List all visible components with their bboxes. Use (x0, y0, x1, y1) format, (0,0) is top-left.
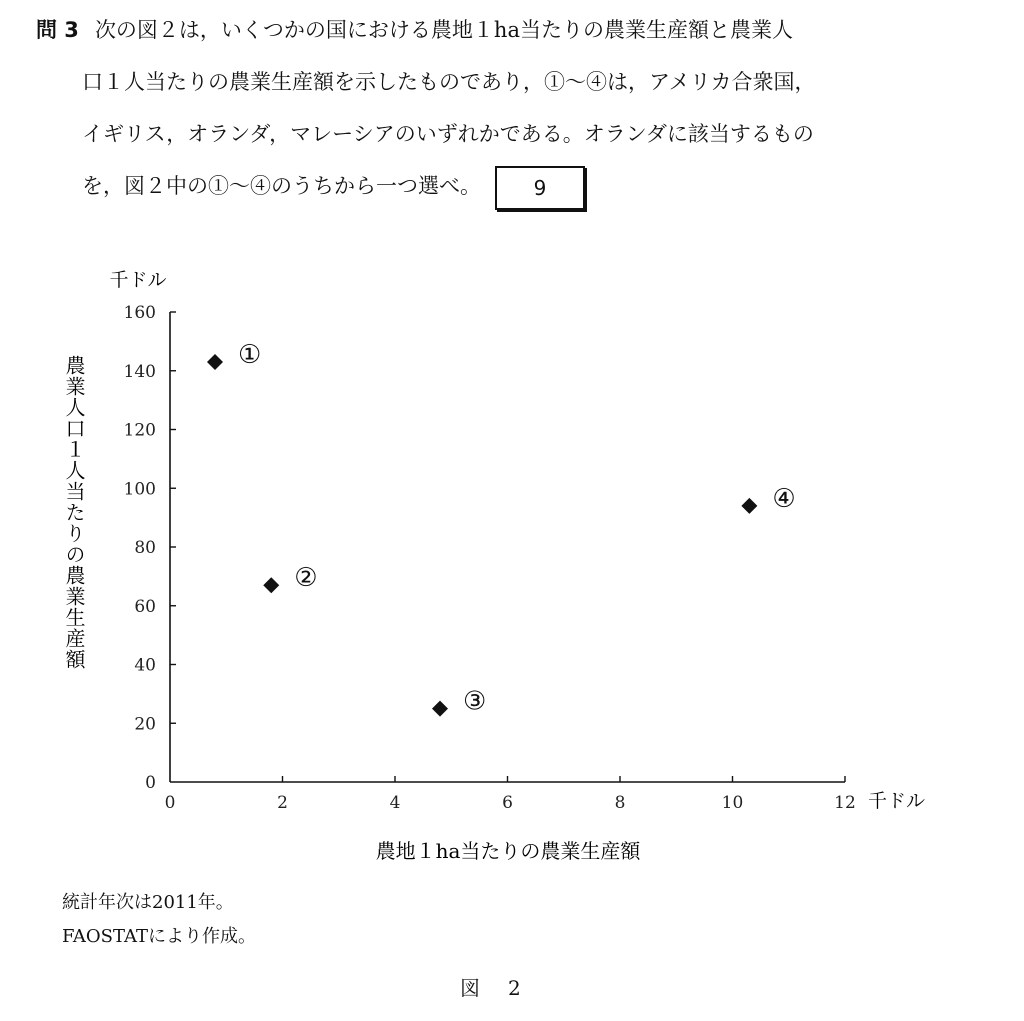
y-tick-label: 60 (134, 596, 156, 617)
chart-axes (170, 312, 845, 782)
y-tick-label: 160 (123, 303, 156, 323)
y-tick-label: 100 (123, 479, 156, 500)
y-tick-label: 80 (134, 538, 156, 558)
x-tick-label: 0 (164, 793, 176, 813)
y-tick-label: 0 (145, 773, 156, 793)
x-tick-label: 12 (834, 793, 856, 813)
x-axis-label: 農地１ha当たりの農業生産額 (375, 839, 641, 863)
question-line-2: 口１人当たりの農業生産額を示したものであり，①～④は，アメリカ合衆国， (82, 70, 816, 94)
point-label-2: ② (294, 563, 318, 594)
question-line-4: を，図２中の①～④のうちから一つ選べ。 9 (36, 160, 1006, 212)
data-point-3 (432, 701, 448, 717)
x-tick-label: 10 (721, 793, 744, 813)
question-label: 問 3 (36, 18, 79, 42)
data-point-1 (207, 354, 223, 370)
point-label-4: ④ (772, 483, 796, 514)
y-tick-label: 140 (123, 361, 156, 382)
answer-box: 9 (495, 166, 585, 210)
chart-notes (62, 886, 256, 954)
x-tick-label: 4 (389, 793, 401, 813)
point-label-1: ① (238, 339, 262, 370)
y-tick-label: 20 (134, 714, 156, 735)
y-axis-unit: 千ドル (109, 269, 167, 291)
question-line-1: 問 3 次の図２は，いくつかの国における農地１ha当たりの農業生産額と農業人 (36, 18, 793, 42)
question-line-3: イギリス，オランダ，マレーシアのいずれかである。オランダに該当するもの (82, 122, 814, 146)
note-year: 統計年次は2011年。 (62, 892, 234, 913)
chart-ticks (124, 303, 856, 813)
x-tick-label: 2 (277, 793, 288, 813)
chart-points (207, 340, 796, 717)
x-tick-label: 8 (614, 793, 626, 813)
note-source: FAOSTATにより作成。 (62, 926, 257, 947)
y-tick-label: 40 (134, 655, 156, 676)
y-tick-label: 120 (123, 420, 156, 441)
x-tick-label: 6 (502, 793, 513, 813)
data-point-2 (263, 577, 279, 593)
figure-label: 図 2 (460, 976, 525, 1000)
point-label-3: ③ (463, 686, 487, 717)
data-point-4 (741, 498, 757, 514)
y-axis-label: 農業人口１人当たりの農業生産額 (62, 355, 86, 670)
x-axis-unit: 千ドル (868, 790, 926, 812)
